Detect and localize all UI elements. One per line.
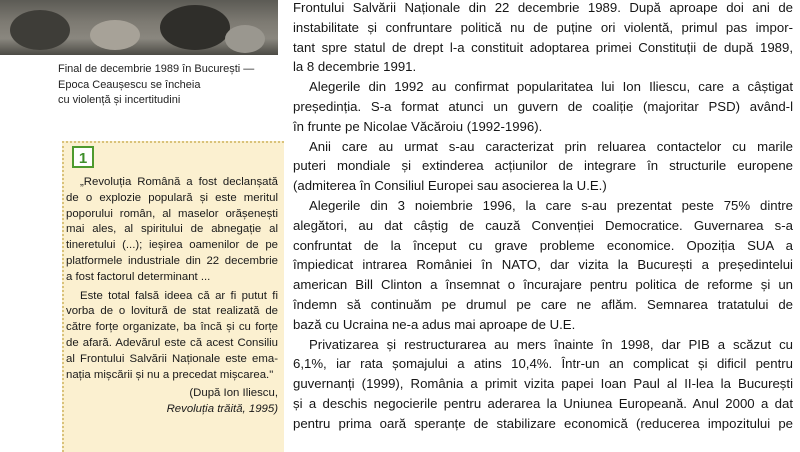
text-line: în frunte pe Nicolae Văcăroiu (1992-1996). — [293, 118, 543, 134]
quote-line: de o explozie populară și este meritul — [66, 191, 278, 204]
text-line: Alegerile din 1992 au confirmat popularitatea lui Ion Iliescu, care a câștigat — [309, 79, 793, 95]
text-line: la 8 decembrie 1991. — [293, 59, 417, 75]
quote-line: platformele industriale din 22 decembrie — [66, 254, 278, 267]
text-line: (admiterea în Consiliul Europei sau asocierea la U.E.) — [293, 178, 607, 194]
source-quote — [66, 175, 278, 418]
quote-line: tineretului (...); ieșirea oamenilor de pe — [66, 239, 278, 252]
main-text — [293, 0, 793, 434]
caption-line: Final de decembrie 1989 în București — — [58, 63, 255, 75]
text-line: pentru prima oară speranțe de stabilizare economică (reducerea impozitului pe — [293, 415, 793, 431]
text-line: Anii care au urmat s-au caracterizat prin reluarea contactelor cu marile — [309, 138, 793, 154]
text-line: confruntat de la început cu grave probleme economice. Opoziția SUA a — [293, 237, 793, 253]
text-line: împiedicat intrarea României în NATO, dar vizita la București a președintelui — [293, 257, 793, 273]
quote-line: mai ales, al spiritului de abnegație al — [66, 223, 278, 236]
text-line: 6,1%, iar rata șomajului a atins 10,4%. Într-un an complicat și dificil pentru — [293, 356, 793, 372]
source-number-badge: 1 — [72, 146, 94, 168]
quote-work: Revoluția trăită, 1995) — [166, 403, 278, 416]
text-line: Privatizarea și restructurarea au mers înainte în 1998, dar PIB a scăzut cu — [309, 336, 793, 352]
text-line: Alegerile din 3 noiembrie 1996, la care s-au prezentat peste 75% dintre — [309, 197, 793, 213]
text-line: și a deschis negocierile pentru aderarea la Uniunea Europeană. Anul 2000 a dat — [293, 395, 793, 411]
historical-photo — [0, 0, 278, 55]
quote-author: (După Ion Iliescu, — [189, 387, 278, 400]
text-line: puteri mondiale și extinderea acțiunilor de integrare în structurile europene — [293, 158, 793, 174]
text-line: președinția. S-a format atunci un guvern de coaliție (majoritar PSD) având-l — [293, 98, 793, 114]
text-line: bază cu Ucraina ne-a adus mai aproape de U.E. — [293, 316, 576, 332]
quote-line: de afară. Adevărul este că acest Consiliu — [66, 336, 278, 349]
quote-line: a fost factorul determinant ... — [66, 270, 211, 283]
photo-crowd-shape — [90, 20, 140, 50]
text-line: instabilitate și confruntare politică nu de puține ori violentă, primul pas impor- — [293, 19, 793, 35]
quote-line: poporului român, al maselor orășenești — [66, 207, 278, 220]
quote-line: către forțe organizate, ba încă și cu forțe — [66, 321, 278, 334]
photo-crowd-shape — [160, 5, 230, 50]
text-line: Frontului Salvării Naționale din 22 decembrie 1989. După aproape doi ani de — [293, 0, 793, 15]
quote-line: „Revoluția Română a fost declanșată — [80, 176, 278, 188]
photo-crowd-shape — [10, 10, 70, 50]
photo-crowd-shape — [225, 25, 265, 53]
text-line: tant spre statul de drept l-a constituit adoptarea primei Constituții de după 1989, — [293, 39, 793, 55]
quote-line: al Frontului Salvării Naționale este ema- — [66, 352, 278, 365]
quote-line: Este total falsă ideea că ar fi putut fi — [80, 289, 278, 302]
photo-caption — [58, 62, 288, 109]
text-line: alegători, au dat câștig de cauză Convenției Democratice. Guvernarea s-a — [293, 217, 793, 233]
caption-line: cu violență și incertitudini — [58, 94, 181, 106]
caption-line: Epoca Ceaușescu se încheia — [58, 78, 201, 91]
quote-line: nația mișcării și nu a precedat mișcarea." — [66, 368, 274, 381]
text-line: american Bill Clinton a însemnat o încurajare pentru politica de reforme și un — [293, 277, 793, 293]
quote-line: vorba de o lovitură de stat realizată de — [66, 305, 278, 318]
text-line: guvernanți (1999), România a primit vizita papei Ioan Paul al II-lea la București — [293, 376, 793, 392]
text-line: îndemn să continuăm pe drumul pe care ne aflăm. Semnarea tratatului de — [293, 296, 793, 312]
